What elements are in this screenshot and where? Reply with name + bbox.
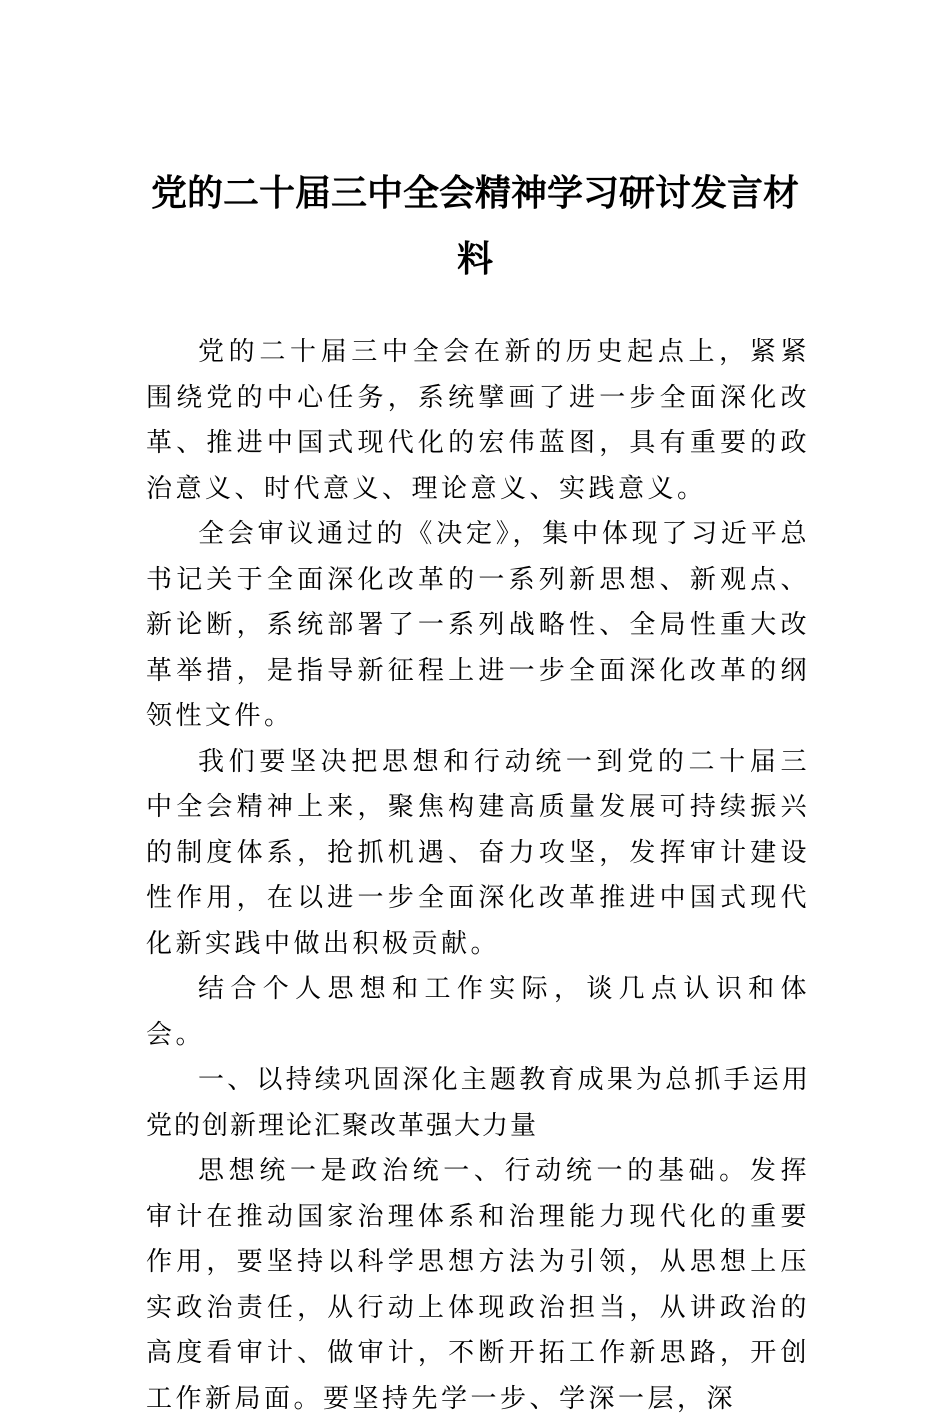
paragraph-intro: 党的二十届三中全会在新的历史起点上，紧紧围绕党的中心任务，系统擘画了进一步全面深化改革、推进中国式现代化的宏伟蓝图，具有重要的政治意义、时代意义、理论意义、实践意义。 [146, 337, 810, 504]
document-title: 党的二十届三中全会精神学习研讨发言材料 [150, 172, 799, 280]
paragraph-transition: 结合个人思想和工作实际，谈几点认识和体会。 [146, 974, 810, 1050]
paragraph-commitment: 我们要坚决把思想和行动统一到党的二十届三中全会精神上来，聚焦构建高质量发展可持续振兴的制度体系，抢抓机遇、奋力攻坚，发挥审计建设性作用，在以进一步全面深化改革推进中国式现代化新实践中做出积极贡献。 [146, 746, 810, 959]
paragraph-section-1: 思想统一是政治统一、行动统一的基础。发挥审计在推动国家治理体系和治理能力现代化的重要作用，要坚持以科学思想方法为引领，从思想上压实政治责任，从行动上体现政治担当，从讲政治的高度看审计、做审计，不断开拓工作新思路，开创工作新局面。要坚持先学一步、学深一层，深 [146, 1156, 810, 1414]
document-body [146, 330, 810, 1422]
section-heading-1: 一、以持续巩固深化主题教育成果为总抓手运用党的创新理论汇聚改革强大力量 [146, 1065, 810, 1141]
paragraph-decision: 全会审议通过的《决定》，集中体现了习近平总书记关于全面深化改革的一系列新思想、新观点、新论断，系统部署了一系列战略性、全局性重大改革举措，是指导新征程上进一步全面深化改革的纲领性文件。 [146, 519, 810, 731]
